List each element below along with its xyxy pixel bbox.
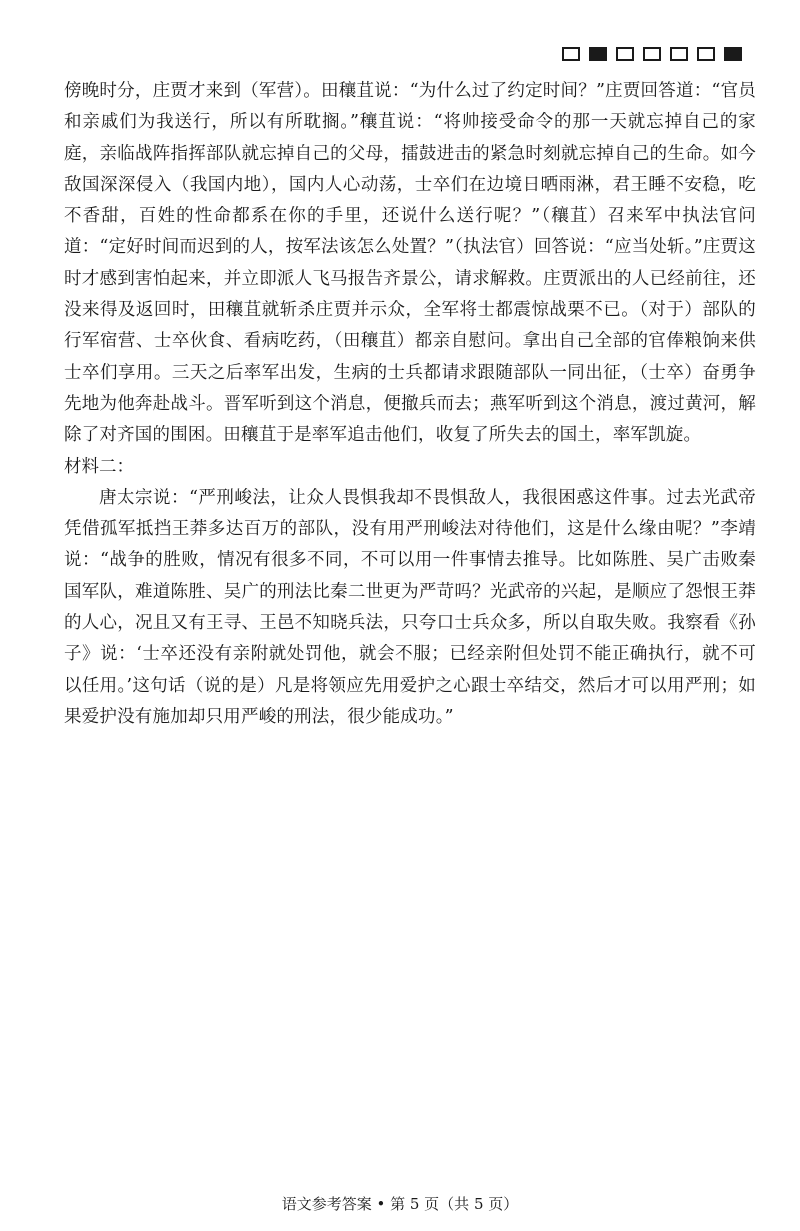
progress-mark-filled <box>589 47 607 61</box>
progress-mark <box>643 47 661 61</box>
progress-mark-filled <box>724 47 742 61</box>
material-two-paragraph: 唐太宗说：“严刑峻法，让众人畏惧我却不畏惧敌人，我很困惑这件事。过去光武帝凭借孤军抵挡王莽多达百万的部队，没有用严刑峻法对待他们，这是什么缘由呢？”李靖说：“战争的胜败，情况有很多不同，不可以用一件事情去推导。比如陈胜、吴广击败秦国军队，难道陈胜、吴广的刑法比秦二世更为严苛吗？光武帝的兴起，是顺应了怨恨王莽的人心，况且又有王寻、王邑不知晓兵法，只夸口士兵众多，所以自取失败。我察看《孙子》说：‘士卒还没有亲附就处罚他，就会不服；已经亲附但处罚不能正确执行，就不可以任用。’这句话（说的是）凡是将领应先用爱护之心跟士卒结交，然后才可以用严刑；如果爱护没有施加却只用严峻的刑法，很少能成功。” <box>64 487 756 727</box>
page-footer: 语文参考答案 • 第 5 页（共 5 页） <box>281 1195 519 1213</box>
progress-mark <box>670 47 688 61</box>
page-progress-marks <box>562 47 742 61</box>
material-one-paragraph: 傍晚时分，庄贾才来到（军营）。田穰苴说：“为什么过了约定时间？”庄贾回答道：“官员和亲戚们为我送行，所以有所耽搁。”穰苴说：“将帅接受命令的那一天就忘掉自己的家庭，亲临战阵指挥部队就忘掉自己的父母，擂鼓进击的紧急时刻就忘掉自己的生命。如今敌国深深侵入（我国内地），国内人心动荡，士卒们在边境日晒雨淋，君王睡不安稳，吃不香甜，百姓的性命都系在你的手里，还说什么送行呢？”（穰苴）召来军中执法官问道：“定好时间而迟到的人，按军法该怎么处置？”（执法官）回答说：“应当处斩。”庄贾这时才感到害怕起来，并立即派人飞马报告齐景公，请求解救。庄贾派出的人已经前往，还没来得及返回时，田穰苴就斩杀庄贾并示众，全军将士都震惊战栗不已。（对于）部队的行军宿营、士卒伙食、看病吃药，（田穰苴）都亲自慰问。拿出自己全部的官俸粮饷来供士卒们享用。三天之后率军出发，生病的士兵都请求跟随部队一同出征，（士卒）奋勇争先地为他奔赴战斗。晋军听到这个消息，便撤兵而去；燕军听到这个消息，渡过黄河，解除了对齐国的围困。田穰苴于是率军追击他们，收复了所失去的国土，率军凯旋。 <box>64 81 756 446</box>
progress-mark <box>562 47 580 61</box>
progress-mark <box>616 47 634 61</box>
material-two-label: 材料二： <box>64 456 134 477</box>
document-body <box>64 76 756 733</box>
progress-mark <box>697 47 715 61</box>
